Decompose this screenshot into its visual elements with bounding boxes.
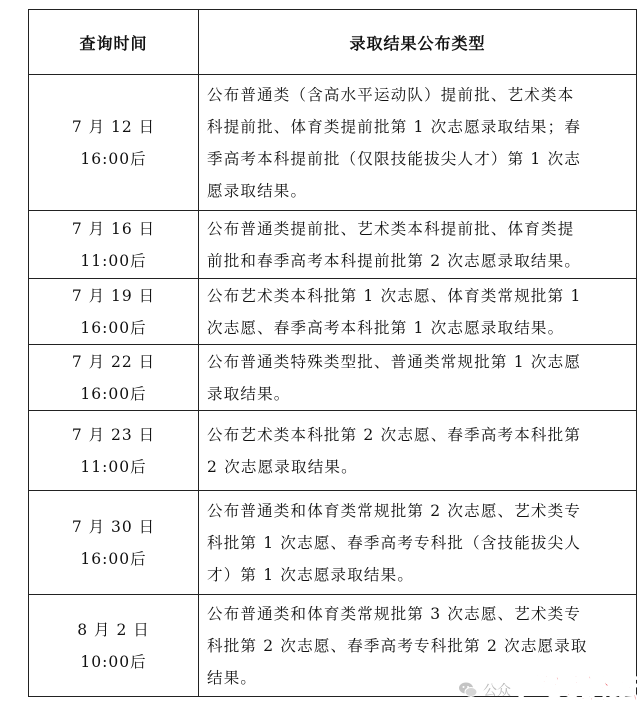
row-text-line: 季高考本科提前批（仅限技能拔尖人才）第 1 次志 [207,149,582,168]
row-text-line: 公布普通类和体育类常规批第 3 次志愿、艺术类专 [207,604,582,623]
row-time: 11:00后 [80,251,147,270]
type-cell [199,345,637,411]
table-header-row [29,10,637,75]
row-text-line: 公布普通类（含高水平运动队）提前批、艺术类本 [207,85,575,104]
header-query-time: 查询时间 [29,10,199,75]
row-date: 7 月 30 日 [71,517,156,536]
time-cell [29,411,199,491]
row-date: 7 月 23 日 [71,425,156,444]
row-time: 16:00后 [80,384,147,403]
watermark-logo: 声远论坛 [515,672,639,707]
type-cell [199,211,637,279]
row-text-line: 公布普通类提前批、艺术类本科提前批、体育类提 [207,219,575,238]
time-cell [29,595,199,697]
row-time: 16:00后 [80,318,147,337]
row-text-line: 2 次志愿录取结果。 [207,457,358,476]
table-row [29,279,637,345]
row-text-line: 次志愿、春季高考本科批第 1 次志愿录取结果。 [207,318,565,337]
time-cell [29,345,199,411]
row-text-line: 愿录取结果。 [207,181,308,200]
row-text-line: 科批第 1 次志愿、春季高考专科批（含技能拔尖人 [207,533,582,552]
row-date: 7 月 19 日 [71,286,156,305]
row-text-line: 公布艺术类本科批第 2 次志愿、春季高考本科批第 [207,425,582,444]
table-row [29,75,637,211]
table-row [29,491,637,595]
watermark [457,670,639,710]
row-date: 8 月 2 日 [77,620,150,639]
row-text-line: 公布普通类和体育类常规批第 2 次志愿、艺术类专 [207,501,582,520]
row-text-line: 公布艺术类本科批第 1 次志愿、体育类常规批第 1 [207,286,582,305]
row-text-line: 前批和春季高考本科提前批第 2 次志愿录取结果。 [207,251,582,270]
row-time: 16:00后 [80,549,147,568]
row-time: 16:00后 [80,149,147,168]
row-date: 7 月 22 日 [71,352,156,371]
row-text-line: 才）第 1 次志愿录取结果。 [207,565,415,584]
type-cell [199,75,637,211]
table-row [29,411,637,491]
type-cell [199,279,637,345]
row-text-line: 结果。 [207,668,258,687]
type-cell [199,411,637,491]
time-cell [29,211,199,279]
row-date: 7 月 16 日 [71,219,156,238]
row-time: 10:00后 [80,652,147,671]
row-text-line: 科批第 2 次志愿、春季高考专科批第 2 次志愿录取 [207,636,588,655]
type-cell [199,491,637,595]
header-result-type: 录取结果公布类型 [199,10,637,75]
time-cell [29,491,199,595]
row-text-line: 科提前批、体育类提前批第 1 次志愿录取结果；春 [207,117,582,136]
row-date: 7 月 12 日 [71,117,156,136]
row-text-line: 公布普通类特殊类型批、普通类常规批第 1 次志愿 [207,352,582,371]
table-body [29,75,637,697]
time-cell [29,75,199,211]
row-time: 11:00后 [80,457,147,476]
row-text-line: 录取结果。 [207,384,291,403]
admission-results-table [28,9,637,697]
wechat-icon [457,679,479,701]
time-cell [29,279,199,345]
table-row [29,211,637,279]
watermark-small-text: 公众 [483,683,511,699]
table-row [29,345,637,411]
